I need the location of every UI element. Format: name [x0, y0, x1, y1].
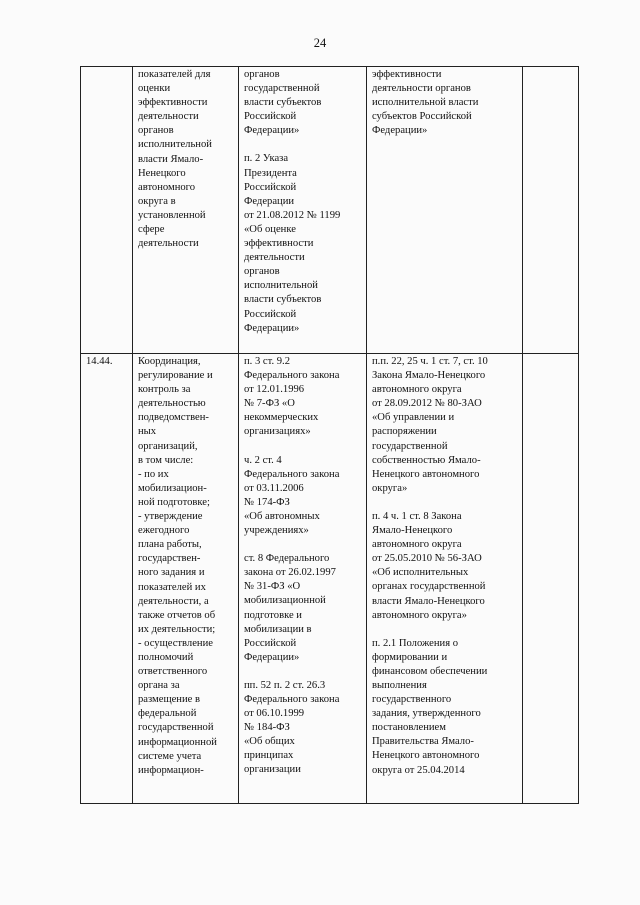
cell-text-line: деятельности [244, 252, 305, 264]
cell-text-line: органов [244, 266, 280, 278]
page-number: 24 [313, 36, 327, 50]
cell-text-line: п. 2 Указа [244, 153, 289, 165]
cell-text-line: п. 2.1 Положения о [372, 637, 459, 649]
cell-text-line: информационной [138, 736, 217, 748]
cell-text-line: Федерации [244, 195, 295, 207]
cell-text-line: ответственного [138, 666, 208, 678]
cell-text-line: № 184-ФЗ [244, 722, 290, 734]
cell-text-line: - по их [138, 468, 169, 480]
cell-text-line: государственной [138, 722, 214, 734]
cell-text-line: организаций, [138, 440, 198, 452]
cell-text-line: мобилизации в [244, 623, 312, 635]
cell-text-line: деятельностью [138, 398, 206, 410]
function-cell [133, 354, 239, 804]
cell-text-line: Федерации» [244, 322, 300, 334]
cell-text-line: выполнения [372, 679, 427, 691]
cell-text-line: постановлением [372, 722, 446, 734]
cell-text-line: деятельности органов [372, 83, 471, 95]
cell-text-line: ежегодного [138, 525, 190, 537]
cell-text-line: № 7-ФЗ «О [244, 398, 295, 410]
cell-text-line: показателей для [138, 69, 211, 80]
cell-text-line: власти Ямало- [138, 153, 204, 165]
cell-text-line: субъектов Российской [372, 111, 472, 123]
cell-text-line: некоммерческих [244, 412, 319, 424]
cell-text-line: от 03.11.2006 [244, 482, 304, 494]
cell-text-line: формировании и [372, 651, 448, 663]
cell-text-line: государственной [372, 440, 448, 452]
cell-text-line: Ненецкого [138, 167, 186, 179]
paragraph-gap [244, 440, 362, 454]
cell-text-line: сфере [138, 224, 165, 236]
cell-text-line: - утверждение [138, 511, 203, 523]
cell-text-line: Федерации» [244, 651, 300, 663]
cell-text-line: исполнительной власти [372, 97, 479, 109]
cell-text-line: власти субъектов [244, 294, 322, 306]
paragraph-gap [244, 538, 362, 552]
paragraph-gap [244, 138, 362, 152]
cell-text-line: финансовом обеспечении [372, 665, 488, 677]
cell-text-line: п. 3 ст. 9.2 [244, 356, 290, 367]
cell-text-line: Российской [244, 111, 297, 123]
cell-text-line: Федерального закона [244, 693, 340, 705]
cell-text-line: власти Ямало-Ненецкого [372, 595, 485, 607]
cell-text-line: от 25.05.2010 № 56-ЗАО [372, 553, 482, 565]
paragraph-gap [244, 665, 362, 679]
cell-text-line: организации [244, 764, 301, 776]
cell-text-line: подготовке и [244, 609, 302, 621]
cell-text-line: округа от 25.04.2014 [372, 764, 465, 776]
cell-text-line: автономного [138, 181, 196, 193]
table-row [81, 67, 579, 354]
cell-text-line: от 28.09.2012 № 80-ЗАО [372, 398, 482, 410]
cell-text-line: Федерального закона [244, 370, 340, 382]
cell-text-line: ного задания и [138, 567, 205, 579]
cell-text-line: округа в [138, 195, 176, 207]
cell-text-line: автономного округа» [372, 609, 467, 621]
cell-text-line: организациях» [244, 426, 311, 438]
cell-text-line: Ненецкого автономного [372, 468, 480, 480]
cell-text-line: «Об исполнительных [372, 567, 469, 579]
cell-text-line: подведомствен- [138, 412, 209, 424]
cell-text-line: Координация, [138, 356, 201, 367]
cell-text-line: Федерального закона [244, 468, 340, 480]
cell-text-line: государствен- [138, 553, 201, 565]
cell-text-line: установленной [138, 209, 206, 221]
regional-basis-cell [367, 67, 523, 354]
cell-text-line: системе учета [138, 750, 202, 762]
cell-text-line: мобилизационной [244, 595, 326, 607]
cell-text-line: № 174-ФЗ [244, 496, 290, 508]
cell-text-line: задания, утвержденного [372, 708, 481, 720]
cell-text-line: размещение в [138, 694, 200, 706]
cell-text-line: в том числе: [138, 454, 194, 466]
cell-text-line: также отчетов об [138, 609, 216, 621]
empty-cell [523, 67, 579, 354]
cell-text-line: п.п. 22, 25 ч. 1 ст. 7, ст. 10 [372, 356, 488, 367]
cell-text-line: от 12.01.1996 [244, 384, 305, 396]
cell-text-line: округа» [372, 482, 408, 494]
cell-text-line: деятельности [138, 238, 199, 250]
cell-text-line: органа за [138, 680, 180, 692]
cell-text-line: оценки [138, 83, 171, 95]
cell-text-line: Российской [244, 181, 297, 193]
empty-cell [523, 354, 579, 804]
cell-text-line: Федерации» [372, 125, 428, 137]
cell-text-line: Ямало-Ненецкого [372, 525, 453, 537]
cell-text-line: информацион- [138, 764, 204, 776]
cell-text-line: «Об общих [244, 736, 295, 748]
federal-basis-cell [239, 67, 367, 354]
cell-text-line: от 21.08.2012 № 1199 [244, 209, 341, 221]
cell-text-line: эффективности [372, 69, 442, 80]
cell-text-line: автономного округа [372, 539, 462, 551]
cell-text-line: Закона Ямало-Ненецкого [372, 370, 486, 382]
cell-text-line: «Об управлении и [372, 412, 455, 424]
cell-text-line: регулирование и [138, 370, 213, 382]
cell-text-line: деятельности, а [138, 595, 209, 607]
cell-text-line: Ненецкого автономного [372, 750, 480, 762]
cell-text-line: органов [244, 69, 280, 80]
cell-text-line: автономного округа [372, 384, 462, 396]
paragraph-gap [372, 496, 518, 510]
cell-text-line: государственного [372, 694, 452, 706]
cell-text-line: ч. 2 ст. 4 [244, 454, 282, 466]
cell-text-line: пп. 52 п. 2 ст. 26.3 [244, 679, 326, 691]
federal-basis-cell [239, 354, 367, 804]
cell-text-line: мобилизацион- [138, 482, 207, 494]
regulation-table [80, 66, 579, 804]
cell-text-line: ст. 8 Федерального [244, 553, 330, 565]
cell-text-line: собственностью Ямало- [372, 454, 481, 466]
cell-text-line: власти субъектов [244, 97, 322, 109]
cell-text-line: Российской [244, 308, 297, 320]
cell-text-line: ных [138, 426, 157, 438]
table-row [81, 354, 579, 804]
regional-basis-cell [367, 354, 523, 804]
cell-text-line: исполнительной [138, 139, 212, 151]
cell-text-line: федеральной [138, 708, 197, 720]
cell-text-line: Федерации» [244, 125, 300, 137]
item-number-cell: 14.44. [81, 354, 133, 804]
cell-text-line: учреждениях» [244, 525, 309, 537]
cell-text-line: эффективности [244, 238, 314, 250]
cell-text-line: полномочий [138, 651, 194, 663]
cell-text-line: органов [138, 125, 174, 137]
cell-text-line: Президента [244, 167, 297, 179]
cell-text-line: распоряжении [372, 426, 437, 438]
cell-text-line: деятельности [138, 111, 199, 123]
cell-text-line: «Об автономных [244, 510, 320, 522]
cell-text-line: - осуществление [138, 637, 213, 649]
cell-text-line: их деятельности; [138, 623, 216, 635]
cell-text-line: Российской [244, 637, 297, 649]
cell-text-line: принципах [244, 750, 294, 762]
cell-text-line: плана работы, [138, 539, 202, 551]
cell-text-line: от 06.10.1999 [244, 708, 305, 720]
paragraph-gap [372, 623, 518, 637]
cell-text-line: Правительства Ямало- [372, 736, 474, 748]
cell-text-line: показателей их [138, 581, 206, 593]
cell-text-line: п. 4 ч. 1 ст. 8 Закона [372, 510, 462, 522]
cell-text-line: государственной [244, 83, 320, 95]
cell-text-line: закона от 26.02.1997 [244, 567, 336, 579]
cell-text-line: эффективности [138, 97, 208, 109]
item-number-cell [81, 67, 133, 354]
cell-text-line: «Об оценке [244, 223, 296, 235]
cell-text-line: ной подготовке; [138, 496, 210, 508]
cell-text-line: исполнительной [244, 280, 318, 292]
cell-text-line: контроль за [138, 384, 191, 396]
cell-text-line: органах государственной [372, 581, 486, 593]
function-cell [133, 67, 239, 354]
cell-text-line: № 31-ФЗ «О [244, 581, 301, 593]
